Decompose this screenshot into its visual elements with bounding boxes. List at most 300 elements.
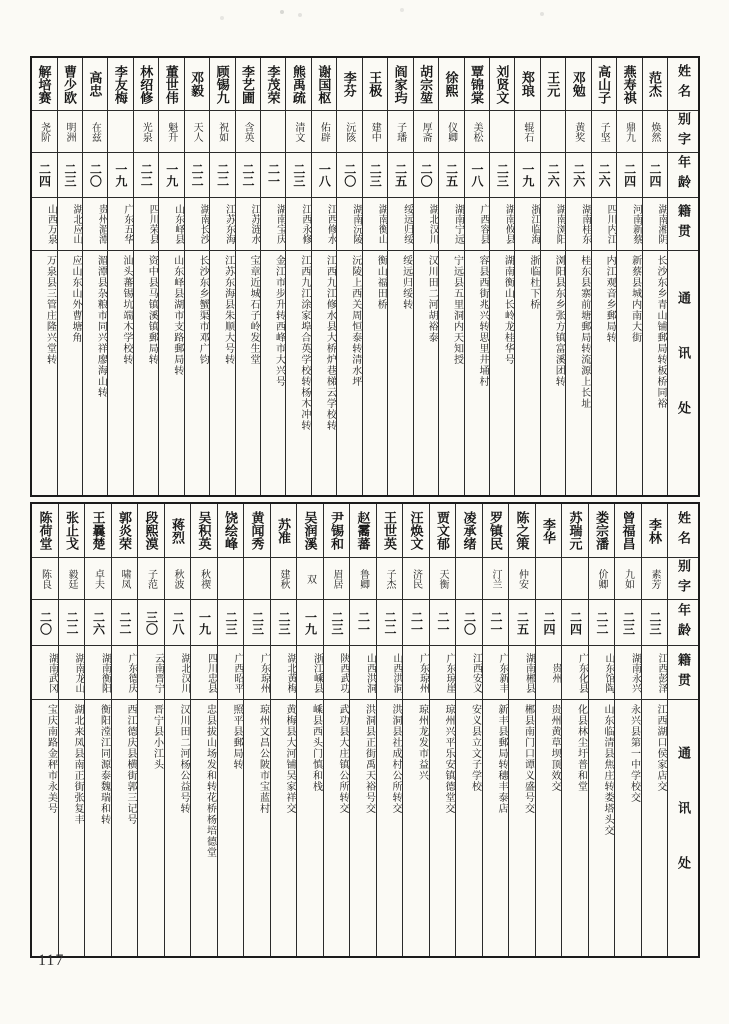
person-column bbox=[336, 58, 361, 495]
person-name: 凌承绪 bbox=[456, 504, 482, 558]
person-column bbox=[84, 504, 111, 956]
courtesy-name: 双 bbox=[297, 558, 323, 600]
person-column bbox=[311, 58, 336, 495]
person-column bbox=[260, 58, 285, 495]
age-value: 二六 bbox=[566, 153, 590, 198]
person-column bbox=[133, 58, 158, 495]
contact-address: 湖北来凤县南正街张复丰 bbox=[72, 704, 83, 825]
courtesy-name: 天衡 bbox=[430, 558, 456, 600]
courtesy-name bbox=[536, 558, 562, 600]
person-name: 吴积英 bbox=[191, 504, 217, 558]
age-value: 二五 bbox=[509, 600, 535, 646]
header-native: 籍贯 bbox=[668, 198, 698, 251]
person-name: 阎家玙 bbox=[388, 58, 412, 111]
age-value: 二八 bbox=[165, 600, 191, 646]
contact-address: 贵州黄草坝顶效交 bbox=[549, 704, 560, 792]
contact-address: 照平县郵局转 bbox=[231, 704, 242, 770]
courtesy-name: 光泉 bbox=[134, 111, 158, 153]
person-name: 高山子 bbox=[592, 58, 616, 111]
native-place: 江西彭泽 bbox=[642, 646, 668, 700]
contact-address: 应山东山外曹塘角 bbox=[69, 255, 81, 343]
person-name: 王曩楚 bbox=[85, 504, 111, 558]
age-value: 二六 bbox=[541, 153, 565, 198]
contact-address: 长沙东乡蟹渠市邓广钧 bbox=[197, 255, 209, 365]
courtesy-name: 建秋 bbox=[271, 558, 297, 600]
courtesy-name: 仲安 bbox=[509, 558, 535, 600]
courtesy-name: 九如 bbox=[615, 558, 641, 600]
age-value: 二五 bbox=[388, 153, 412, 198]
contact-address: 长沙东乡青山铺郵局转板桥同裕 bbox=[655, 255, 666, 409]
person-name: 胡宗堃 bbox=[414, 58, 438, 111]
native-place: 山西洪洞 bbox=[350, 646, 376, 700]
native-place: 山东馆陶 bbox=[589, 646, 615, 700]
age-value: 二一 bbox=[261, 153, 285, 198]
person-name: 燕寿祺 bbox=[617, 58, 641, 111]
native-place: 湖南浏阳 bbox=[541, 198, 565, 251]
age-value: 二一 bbox=[403, 600, 429, 646]
person-name: 苏准 bbox=[271, 504, 297, 558]
person-name: 林绍修 bbox=[134, 58, 158, 111]
person-name: 刘贤文 bbox=[490, 58, 514, 111]
person-name: 顾锡九 bbox=[210, 58, 234, 111]
contact-address: 晋宁县小江头 bbox=[151, 704, 163, 770]
age-value: 一九 bbox=[297, 600, 323, 646]
contact-address: 江西九江涂家埠合英学校转杨木冲转 bbox=[298, 255, 310, 431]
contact-address: 化县林尘圩普和堂 bbox=[575, 704, 587, 792]
person-column bbox=[362, 58, 387, 495]
person-name: 邓毅 bbox=[185, 58, 209, 111]
person-name: 贾文郁 bbox=[430, 504, 456, 558]
header-native: 籍贯 bbox=[668, 646, 698, 700]
native-place: 四川内江 bbox=[592, 198, 616, 251]
courtesy-name: 子璠 bbox=[388, 111, 412, 153]
contact-address: 山东峄县湖市支路郵局转 bbox=[171, 255, 183, 376]
person-name: 王世英 bbox=[377, 504, 403, 558]
native-place: 四川荣县 bbox=[134, 198, 158, 251]
courtesy-name: 陈良 bbox=[32, 558, 58, 600]
native-place: 云南晋宁 bbox=[138, 646, 164, 700]
age-value: 二〇 bbox=[414, 153, 438, 198]
courtesy-name: 秋波 bbox=[165, 558, 191, 600]
contact-address: 安义县立文子学校 bbox=[469, 704, 481, 792]
header-age: 年龄 bbox=[668, 153, 698, 198]
contact-address: 洪洞县正街禹天裕号交 bbox=[363, 704, 375, 814]
native-place: 贵州湄潭 bbox=[83, 198, 107, 251]
contact-address: 浏阳县东乡张方镇富溪团转 bbox=[553, 255, 565, 387]
age-value: 二〇 bbox=[83, 153, 107, 198]
person-name: 李艺圃 bbox=[236, 58, 260, 111]
person-name: 曹少欧 bbox=[58, 58, 82, 111]
person-column bbox=[107, 58, 132, 495]
contact-address: 宝章近城石子岭发生堂 bbox=[248, 255, 259, 365]
person-column bbox=[561, 504, 588, 956]
native-place: 湖南宝庆 bbox=[261, 198, 285, 251]
header-zi: 别字 bbox=[668, 111, 698, 153]
contact-address: 西江德庆县横街郭三记号 bbox=[125, 704, 136, 825]
contact-address: 江苏东海县朱顺大号转 bbox=[222, 255, 234, 365]
age-value: 二六 bbox=[85, 600, 111, 646]
age-value: 二三 bbox=[218, 600, 244, 646]
age-value: 二三 bbox=[286, 153, 310, 198]
person-column bbox=[489, 58, 514, 495]
contact-address: 新蔡县城内南大街 bbox=[629, 255, 641, 343]
person-column bbox=[588, 504, 615, 956]
person-column bbox=[540, 58, 565, 495]
courtesy-name: 含英 bbox=[236, 111, 260, 153]
person-name: 李芬 bbox=[337, 58, 361, 111]
native-place: 山西洪洞 bbox=[377, 646, 403, 700]
native-place: 江西修水 bbox=[312, 198, 336, 251]
age-value: 二二 bbox=[377, 600, 403, 646]
age-value: 一八 bbox=[465, 153, 489, 198]
contact-address: 永兴县第一中学校交 bbox=[628, 704, 640, 803]
person-column bbox=[285, 58, 310, 495]
person-name: 熊禹疏 bbox=[286, 58, 310, 111]
person-name: 娄宗潘 bbox=[589, 504, 615, 558]
person-name: 陈之策 bbox=[509, 504, 535, 558]
person-column bbox=[614, 504, 641, 956]
person-column bbox=[57, 58, 82, 495]
age-value: 二二 bbox=[185, 153, 209, 198]
contact-address: 新丰县郵局转穗丰泰店 bbox=[496, 704, 507, 814]
courtesy-name bbox=[541, 111, 565, 153]
person-column bbox=[190, 504, 217, 956]
courtesy-name: 建中 bbox=[363, 111, 387, 153]
contact-address: 嵊县西头门慎和栈 bbox=[310, 704, 322, 792]
contact-address: 山东临清县焦庄转娄塔头交 bbox=[602, 704, 613, 836]
courtesy-name bbox=[562, 558, 588, 600]
person-column bbox=[349, 504, 376, 956]
person-column bbox=[565, 58, 590, 495]
courtesy-name: 子范 bbox=[138, 558, 164, 600]
person-column bbox=[32, 504, 58, 956]
contact-address: 洪洞县社成村公所转交 bbox=[390, 704, 401, 814]
native-place: 江苏东海 bbox=[210, 198, 234, 251]
age-value: 二二 bbox=[134, 153, 158, 198]
person-name: 范杰 bbox=[643, 58, 667, 111]
native-place: 广东琼崖 bbox=[430, 646, 456, 700]
courtesy-name bbox=[218, 558, 244, 600]
courtesy-name: 厚斋 bbox=[414, 111, 438, 153]
person-column bbox=[296, 504, 323, 956]
person-column bbox=[270, 504, 297, 956]
person-name: 蒋烈 bbox=[165, 504, 191, 558]
page-number: 117 bbox=[38, 952, 65, 969]
header-column bbox=[667, 58, 698, 495]
contact-address: 琼州文昌公陂市宝蓝村 bbox=[257, 704, 269, 814]
person-name: 尹锡和 bbox=[324, 504, 350, 558]
courtesy-name: 毅廷 bbox=[59, 558, 85, 600]
person-column bbox=[32, 58, 56, 495]
person-name: 李友梅 bbox=[108, 58, 132, 111]
courtesy-name: 佑辟 bbox=[312, 111, 336, 153]
age-value: 二三 bbox=[244, 600, 270, 646]
age-value: 二一 bbox=[430, 600, 456, 646]
age-value: 二四 bbox=[32, 153, 56, 198]
native-place: 河南新蔡 bbox=[617, 198, 641, 251]
person-column bbox=[158, 58, 183, 495]
age-value: 二四 bbox=[617, 153, 641, 198]
contact-address: 桂东县寨前塘郵局转流源上长址 bbox=[578, 255, 590, 409]
person-name: 李林 bbox=[642, 504, 668, 558]
native-place: 广东琼州 bbox=[244, 646, 270, 700]
courtesy-name: 价卿 bbox=[589, 558, 615, 600]
native-place: 江苏涟水 bbox=[236, 198, 260, 251]
person-column bbox=[464, 58, 489, 495]
person-name: 解培赛 bbox=[32, 58, 56, 111]
page-content bbox=[30, 56, 700, 958]
age-value: 二二 bbox=[59, 600, 85, 646]
header-contact: 通讯处 bbox=[676, 290, 691, 456]
header-name: 姓名 bbox=[668, 58, 698, 111]
person-column bbox=[455, 504, 482, 956]
person-column bbox=[243, 504, 270, 956]
courtesy-name bbox=[490, 111, 514, 153]
person-name: 董世伟 bbox=[159, 58, 183, 111]
person-column bbox=[508, 504, 535, 956]
courtesy-name bbox=[108, 111, 132, 153]
courtesy-name: 在兹 bbox=[83, 111, 107, 153]
age-value: 二〇 bbox=[32, 600, 58, 646]
person-name: 苏瑞元 bbox=[562, 504, 588, 558]
age-value: 二〇 bbox=[456, 600, 482, 646]
contact-address: 衡山福田桥 bbox=[375, 255, 387, 310]
native-place: 湖南武冈 bbox=[32, 646, 58, 700]
native-place: 湖南衡山 bbox=[363, 198, 387, 251]
contact-address: 浙临杜下桥 bbox=[527, 255, 539, 310]
directory-table-top bbox=[30, 56, 700, 497]
age-value: 一九 bbox=[191, 600, 217, 646]
person-column bbox=[591, 58, 616, 495]
native-place: 湖南湘阴 bbox=[643, 198, 667, 251]
person-name: 赵霱蕃 bbox=[350, 504, 376, 558]
courtesy-name: 子杰 bbox=[377, 558, 403, 600]
native-place: 绥远归绥 bbox=[388, 198, 412, 251]
header-column bbox=[667, 504, 698, 956]
courtesy-name: 卓夫 bbox=[85, 558, 111, 600]
courtesy-name: 天人 bbox=[185, 111, 209, 153]
person-name: 罗镇民 bbox=[483, 504, 509, 558]
person-name: 汪焕文 bbox=[403, 504, 429, 558]
courtesy-name: 济民 bbox=[403, 558, 429, 600]
person-column bbox=[514, 58, 539, 495]
native-place: 广西容县 bbox=[465, 198, 489, 251]
contact-address: 宁远县五里洞内天知授 bbox=[451, 255, 463, 365]
contact-address: 宝庆南路金秤市永美号 bbox=[45, 704, 57, 814]
contact-address: 郴县南门口谭义盛号交 bbox=[522, 704, 534, 814]
native-place: 广东琼州 bbox=[403, 646, 429, 700]
age-value: 一九 bbox=[159, 153, 183, 198]
courtesy-name: 沅陔 bbox=[337, 111, 361, 153]
person-name: 曾福昌 bbox=[615, 504, 641, 558]
native-place: 广东新丰 bbox=[483, 646, 509, 700]
courtesy-name bbox=[261, 111, 285, 153]
native-place: 四川忠县 bbox=[191, 646, 217, 700]
contact-address: 琼州兴平乐安镇德堂交 bbox=[443, 704, 454, 814]
age-value: 一八 bbox=[312, 153, 336, 198]
person-column bbox=[535, 504, 562, 956]
courtesy-name: 素芳 bbox=[642, 558, 668, 600]
contact-address: 琼州龙发市益兴 bbox=[416, 704, 428, 781]
person-column bbox=[184, 58, 209, 495]
native-place: 湖南永兴 bbox=[615, 646, 641, 700]
native-place: 湖南郴县 bbox=[509, 646, 535, 700]
native-place: 广东五华 bbox=[108, 198, 132, 251]
contact-address: 武功县大庄镇公所转交 bbox=[337, 704, 348, 814]
courtesy-name: 鲁卿 bbox=[350, 558, 376, 600]
age-value: 二〇 bbox=[337, 153, 361, 198]
native-place: 山西万泉 bbox=[32, 198, 56, 251]
age-value: 二六 bbox=[592, 153, 616, 198]
native-place: 陕西武功 bbox=[324, 646, 350, 700]
native-place: 山东峄县 bbox=[159, 198, 183, 251]
contact-address: 湖南衡山长岭龙桂华号 bbox=[502, 255, 514, 365]
person-column bbox=[642, 58, 667, 495]
age-value: 二二 bbox=[589, 600, 615, 646]
person-name: 王元 bbox=[541, 58, 565, 111]
age-value: 一九 bbox=[108, 153, 132, 198]
contact-address: 绥远归绥转 bbox=[400, 255, 412, 310]
native-place: 湖南攸县 bbox=[490, 198, 514, 251]
person-name: 王极 bbox=[363, 58, 387, 111]
native-place: 湖南沅陵 bbox=[337, 198, 361, 251]
person-name: 黄闻秀 bbox=[244, 504, 270, 558]
courtesy-name: 清文 bbox=[286, 111, 310, 153]
age-value: 二二 bbox=[210, 153, 234, 198]
courtesy-name: 明洲 bbox=[58, 111, 82, 153]
contact-address: 沅陵上西关周恒泰转清水坪 bbox=[349, 255, 361, 387]
contact-address: 江西九江修水县大桥炉巷梯云学校转 bbox=[324, 255, 336, 431]
person-name: 张止戈 bbox=[59, 504, 85, 558]
contact-address: 万泉县三管庄隆兴堂转 bbox=[44, 255, 56, 365]
person-column bbox=[111, 504, 138, 956]
contact-address: 内江观音乡郵局转 bbox=[604, 255, 616, 343]
person-name: 高忠 bbox=[83, 58, 107, 111]
native-place: 湖北汉川 bbox=[414, 198, 438, 251]
contact-address: 衡阳漟江同源泰魏瑞和转 bbox=[98, 704, 110, 825]
person-column bbox=[641, 504, 668, 956]
person-column bbox=[137, 504, 164, 956]
person-column bbox=[387, 58, 412, 495]
person-column bbox=[217, 504, 244, 956]
person-column bbox=[82, 58, 107, 495]
courtesy-name: 眉居 bbox=[324, 558, 350, 600]
contact-address: 江西湖口侯家店交 bbox=[655, 704, 666, 792]
courtesy-name: 啸凤 bbox=[112, 558, 138, 600]
person-name: 郭炎荣 bbox=[112, 504, 138, 558]
person-column bbox=[438, 58, 463, 495]
person-column bbox=[323, 504, 350, 956]
person-name: 李茂荣 bbox=[261, 58, 285, 111]
contact-address: 忠县拔山场发和转花桥杨培德堂 bbox=[204, 704, 216, 858]
person-name: 谢国枢 bbox=[312, 58, 336, 111]
contact-address: 汉川田二河胡裕泰 bbox=[426, 255, 438, 343]
person-column bbox=[402, 504, 429, 956]
age-value: 二五 bbox=[439, 153, 463, 198]
age-value: 二三 bbox=[490, 153, 514, 198]
native-place: 湖北应山 bbox=[58, 198, 82, 251]
person-name: 饶绘峰 bbox=[218, 504, 244, 558]
person-name: 陈荷堂 bbox=[32, 504, 58, 558]
person-name: 段熙漠 bbox=[138, 504, 164, 558]
native-place: 浙江嵊县 bbox=[297, 646, 323, 700]
age-value: 二四 bbox=[643, 153, 667, 198]
age-value: 二二 bbox=[236, 153, 260, 198]
native-place: 江西安义 bbox=[456, 646, 482, 700]
person-column bbox=[482, 504, 509, 956]
scan-artifacts bbox=[280, 10, 284, 14]
courtesy-name: 魁升 bbox=[159, 111, 183, 153]
courtesy-name: 秋禊 bbox=[191, 558, 217, 600]
native-place: 广西昭平 bbox=[218, 646, 244, 700]
courtesy-name bbox=[456, 558, 482, 600]
native-place: 浙江临海 bbox=[515, 198, 539, 251]
age-value: 二二 bbox=[112, 600, 138, 646]
person-name: 徐熙 bbox=[439, 58, 463, 111]
person-name: 吴润溪 bbox=[297, 504, 323, 558]
courtesy-name: 仪卿 bbox=[439, 111, 463, 153]
age-value: 二三 bbox=[271, 600, 297, 646]
courtesy-name: 黄奖 bbox=[566, 111, 590, 153]
directory-table-bottom bbox=[30, 502, 700, 958]
contact-address: 汕头蕃锡坑端木学校转 bbox=[120, 255, 132, 365]
person-name: 覃锦棠 bbox=[465, 58, 489, 111]
contact-address: 黄梅县大河铺吴家祥交 bbox=[284, 704, 295, 814]
courtesy-name: 焕然 bbox=[643, 111, 667, 153]
person-name: 郑琅 bbox=[515, 58, 539, 111]
native-place: 湖南宁远 bbox=[439, 198, 463, 251]
courtesy-name: 辊石 bbox=[515, 111, 539, 153]
courtesy-name: 尧阶 bbox=[32, 111, 56, 153]
native-place: 广东化县 bbox=[562, 646, 588, 700]
age-value: 二四 bbox=[536, 600, 562, 646]
person-column bbox=[164, 504, 191, 956]
contact-address: 金江市步升转西峰市大兴号 bbox=[273, 255, 285, 387]
native-place: 广东德庆 bbox=[112, 646, 138, 700]
age-value: 二三 bbox=[324, 600, 350, 646]
courtesy-name: 美松 bbox=[465, 111, 489, 153]
contact-address: 容县西街兆兴转思里井埇村 bbox=[476, 255, 488, 387]
header-zi: 别字 bbox=[668, 558, 698, 600]
age-value: 二三 bbox=[363, 153, 387, 198]
native-place: 湖南桂东 bbox=[566, 198, 590, 251]
header-contact: 通讯处 bbox=[676, 745, 691, 911]
person-column bbox=[413, 58, 438, 495]
age-value: 二一 bbox=[350, 600, 376, 646]
native-place: 湖北汉川 bbox=[165, 646, 191, 700]
courtesy-name: 汀兰 bbox=[483, 558, 509, 600]
age-value: 二四 bbox=[562, 600, 588, 646]
contact-address: 汉川田二河杨公益号转 bbox=[178, 704, 189, 814]
age-value: 二三 bbox=[642, 600, 668, 646]
person-column bbox=[209, 58, 234, 495]
native-place: 湖南衡阳 bbox=[85, 646, 111, 700]
native-place: 湖北黄梅 bbox=[271, 646, 297, 700]
age-value: 二一 bbox=[483, 600, 509, 646]
age-value: 二三 bbox=[58, 153, 82, 198]
person-column bbox=[429, 504, 456, 956]
native-place: 湖南长沙 bbox=[185, 198, 209, 251]
header-age: 年龄 bbox=[668, 600, 698, 646]
courtesy-name bbox=[244, 558, 270, 600]
person-name: 李华 bbox=[536, 504, 562, 558]
person-column bbox=[58, 504, 85, 956]
person-name: 邓勉 bbox=[566, 58, 590, 111]
person-column bbox=[235, 58, 260, 495]
courtesy-name: 祝如 bbox=[210, 111, 234, 153]
person-column bbox=[616, 58, 641, 495]
header-name: 姓名 bbox=[668, 504, 698, 558]
